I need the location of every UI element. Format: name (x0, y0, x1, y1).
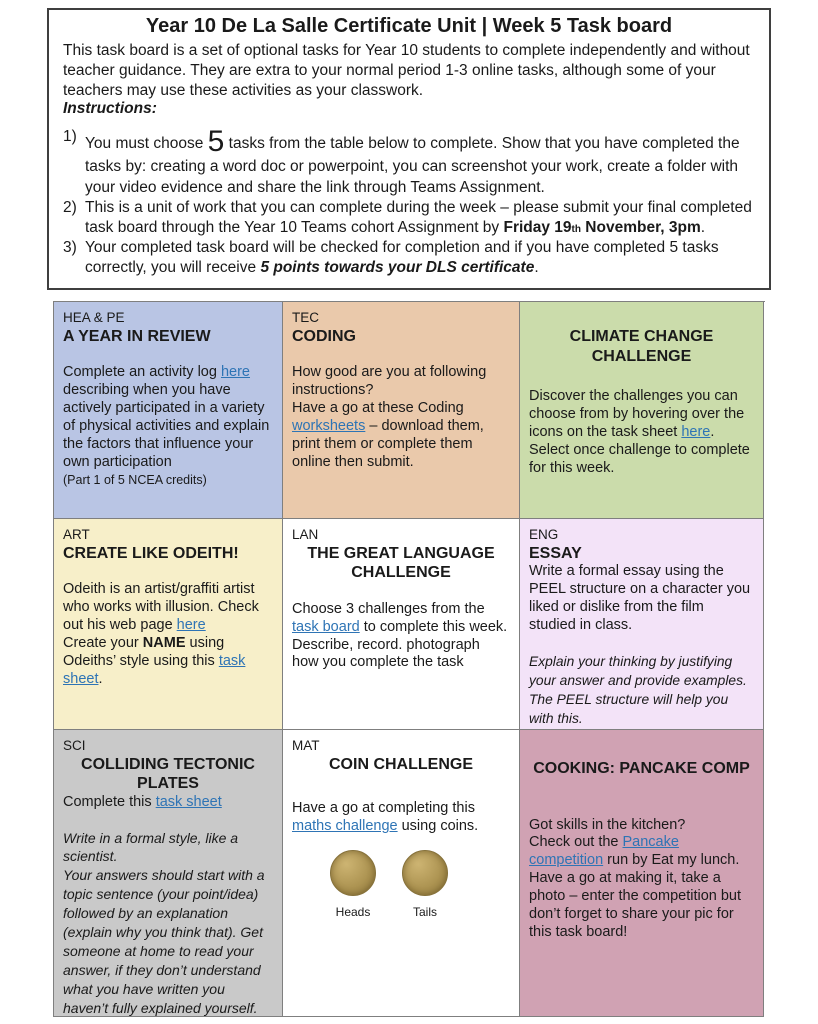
list-number: 2) (63, 198, 77, 216)
maths-challenge-link[interactable]: maths challenge (292, 818, 398, 835)
text-segment: – download them, print them or complete them online then submit. (292, 417, 484, 470)
coding-worksheets-link[interactable]: worksheets (292, 417, 366, 434)
subject-code: TEC (292, 310, 319, 325)
coins-figure (330, 850, 510, 919)
language-task-board-link[interactable]: task board (292, 618, 360, 635)
text-segment: Have a go at making it, take a photo – enter the competition but don’t forget to share your pic for this task board! (529, 870, 742, 941)
intro-paragraph: This task board is a set of optional tasks for Year 10 students to complete independently and without teacher guidance. They are extra to your normal period 1-3 online tasks, although some of your teachers may use these activities as your classwork. (63, 42, 750, 99)
text-segment: . (534, 259, 539, 277)
text-segment: Odeith is an artist/graffiti artist who works with illusion. Check out his web page (63, 581, 259, 633)
text-segment: Have a go at completing this (292, 800, 475, 817)
task-cell-cooking (520, 730, 764, 1017)
text-segment: tasks from the table below to complete. Show that you have completed the tasks by: creating a word doc or powerpoint, you can screenshot your work, create a folder with your video evidence and share the link through Teams Assignment. (85, 135, 740, 196)
text-segment: 5 (207, 125, 225, 159)
list-number: 3) (63, 239, 77, 257)
instruction-item-2 (63, 198, 755, 238)
task-cell-lan (283, 519, 520, 730)
text-segment: Your completed task board will be checked for completion and if you have completed 5 tasks correctly, you will receive (85, 239, 719, 277)
task-cell-art (54, 519, 283, 730)
task-description (63, 581, 273, 689)
coin-heads-image (330, 850, 376, 896)
task-description (529, 388, 754, 478)
text-segment: Complete this (63, 793, 156, 810)
text-segment: Friday 19 (503, 218, 572, 236)
text-segment: . (98, 670, 103, 687)
coin-tails-label: Tails (412, 905, 437, 919)
text-segment: How good are you at following instructions? (292, 364, 487, 399)
text-segment: describing when you have actively participated in a variety of physical activities and explain the factors that influence your own participation (63, 382, 270, 470)
text-segment: You must choose (85, 135, 208, 153)
coin-tails-image (402, 850, 448, 896)
text-segment: November, 3pm (581, 218, 701, 236)
activity-log-link[interactable]: here (220, 364, 250, 381)
task-title: COLLIDING TECTONIC PLATES (81, 755, 255, 793)
task-cell-mat (283, 730, 520, 1017)
text-segment: Write in a formal style, like a scientist. (63, 829, 239, 865)
text-segment: Got skills in the kitchen? (529, 816, 686, 833)
text-segment: using Odeiths’ style using this (63, 634, 225, 669)
task-description (63, 364, 273, 490)
task-cell-tec (283, 302, 520, 519)
task-description (529, 817, 754, 943)
text-segment: This is a unit of work that you can complete during the week – please submit your final completed task board through the Year 10 Teams cohort Assignment by (85, 198, 752, 236)
instruction-item-3 (63, 238, 755, 278)
subject-code: LAN (292, 527, 319, 542)
instruction-text (85, 198, 755, 238)
text-segment: . (700, 218, 706, 236)
text-segment: Your answers should start with a topic sentence (your point/idea) followed by an explanation (explain why you think that). Get someone at home to read your answer, if they don’t understand what you have written you haven’t fully explained yourself. (63, 867, 265, 1017)
odeith-webpage-link[interactable]: here (176, 617, 206, 633)
instruction-item-1 (63, 127, 755, 197)
text-segment: (Part 1 of 5 NCEA credits) (63, 472, 207, 487)
task-description (63, 794, 273, 1017)
text-segment: Choose 3 challenges from the (292, 600, 485, 617)
science-task-sheet-link[interactable]: task sheet (155, 793, 222, 810)
subject-code: MAT (292, 738, 320, 753)
art-task-sheet-link[interactable]: task sheet (63, 652, 246, 687)
task-cell-eng (520, 519, 764, 730)
task-cell-hea-pe (54, 302, 283, 519)
subject-code (529, 737, 754, 739)
task-board-table (53, 301, 765, 1017)
text-segment: run by Eat my lunch. (603, 852, 740, 869)
instructions-label: Instructions: (63, 100, 157, 118)
text-segment: Check out the (529, 834, 623, 851)
task-description (292, 800, 510, 836)
coin-heads-figure (330, 850, 376, 919)
text-segment: using coins. (397, 818, 479, 835)
task-title: CLIMATE CHANGE CHALLENGE (569, 328, 714, 365)
subject-code: SCI (63, 738, 86, 753)
text-segment: Complete an activity log (63, 364, 221, 381)
coin-heads-label: Heads (335, 905, 371, 919)
text-segment: th (571, 223, 581, 235)
list-number: 1) (63, 128, 77, 146)
text-segment: NAME (142, 634, 186, 651)
task-description (292, 364, 510, 472)
text-segment: . Select once challenge to complete for this week. (529, 423, 750, 476)
task-title: A YEAR IN REVIEW (63, 327, 211, 345)
subject-code (529, 309, 754, 311)
text-segment: Explain your thinking by justifying your answer and provide examples. The PEEL structure will help you with this. (529, 653, 747, 726)
subject-code: HEA & PE (63, 310, 125, 325)
task-cell-climate (520, 302, 764, 519)
text-segment: 5 points towards your DLS certificate (260, 259, 535, 277)
text-segment: Write a formal essay using the PEEL structure on a character you liked or dislike from the film studied in class. (529, 563, 751, 633)
task-description (292, 601, 510, 673)
text-segment: Discover the challenges you can choose from by hovering over the icons on the task sheet (529, 388, 745, 440)
text-segment: to complete this week. Describe, record. photograph how you complete the task (292, 618, 508, 671)
subject-code: ENG (529, 527, 559, 542)
text-segment: Have a go at these Coding (292, 400, 464, 416)
coin-tails-figure (402, 850, 448, 919)
instructions-list (63, 127, 755, 278)
task-title: CODING (292, 327, 356, 345)
header-box (47, 8, 771, 290)
task-description (529, 563, 754, 730)
task-title: COOKING: PANCAKE COMP (533, 760, 750, 777)
climate-task-sheet-link[interactable]: here (681, 423, 711, 440)
instruction-text (85, 238, 755, 278)
page-title: Year 10 De La Salle Certificate Unit | Week 5 Task board (145, 15, 673, 37)
subject-code: ART (63, 527, 90, 542)
task-cell-sci (54, 730, 283, 1017)
task-title: ESSAY (529, 544, 582, 562)
task-title: THE GREAT LANGUAGE CHALLENGE (307, 544, 495, 582)
text-segment: Create your (63, 634, 143, 651)
task-title: COIN CHALLENGE (329, 755, 473, 773)
task-title: CREATE LIKE ODEITH! (63, 544, 239, 562)
pancake-competition-link[interactable]: Pancake competition (529, 834, 679, 869)
instruction-text (85, 127, 755, 197)
